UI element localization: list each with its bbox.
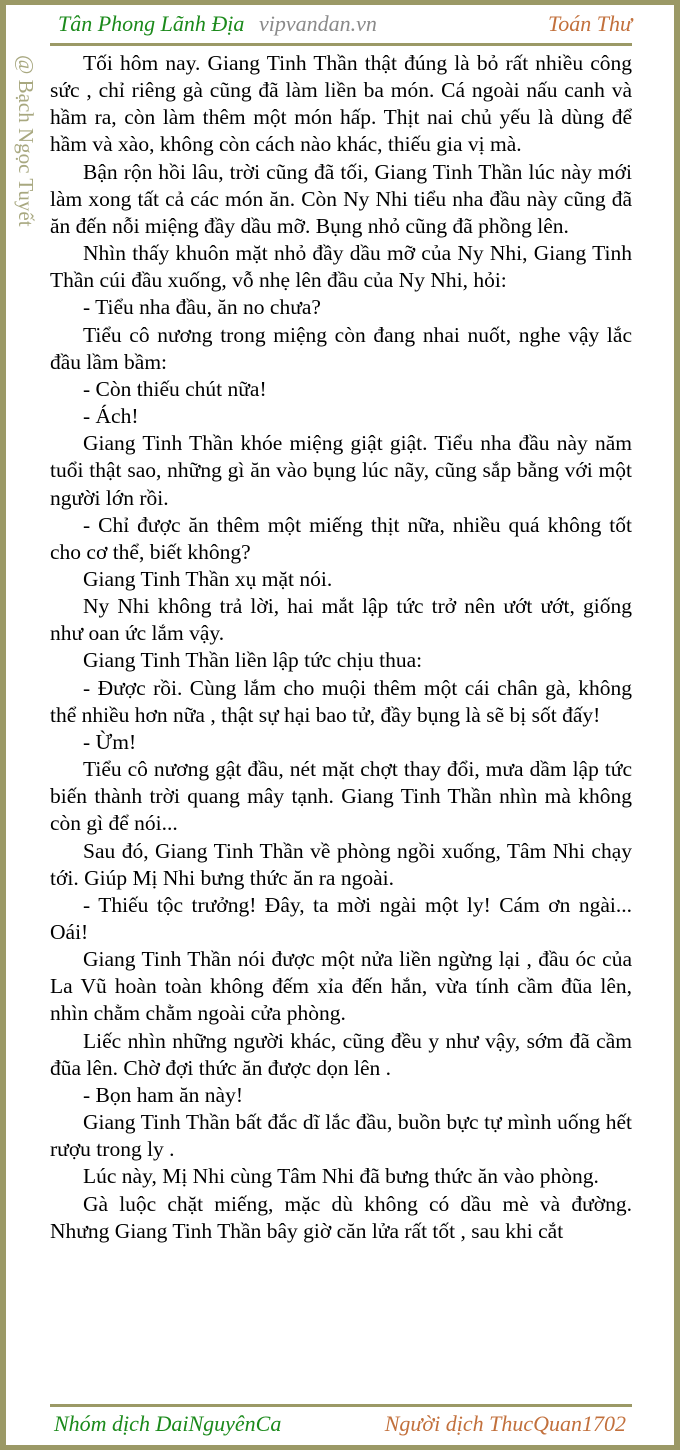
watermark [12,55,38,287]
paragraph: Giang Tinh Thần nói được một nửa liền ngừng lại , đầu óc của La Vũ hoàn toàn không đếm xỉa đến hắn, vừa tính cầm đũa lên, nhìn chằm chằm ngoài cửa phòng. [50,947,632,1026]
translation-group: Nhóm dịch DaiNguyênCa [54,1411,282,1436]
header-divider [50,43,632,46]
paragraph: Liếc nhìn những người khác, cũng đều y như vậy, sớm đã cầm đũa lên. Chờ đợi thức ăn được dọn lên . [50,1028,632,1080]
paragraph: - Bọn ham ăn này! [83,1082,244,1107]
paragraph: Giang Tinh Thần liền lập tức chịu thua: [83,648,423,673]
paragraph: - Tiểu nha đầu, ăn no chưa? [83,295,321,320]
watermark-text: @ Bạch Ngọc Tuyết [14,55,38,227]
paragraph: Lúc này, Mị Nhi cùng Tâm Nhi đã bưng thức ăn vào phòng. [83,1164,599,1189]
paragraph: Giang Tinh Thần khóe miệng giật giật. Tiểu nha đầu này năm tuổi thật sao, những gì ăn vào bụng lúc nãy, cũng sắp bằng với một người lớn rồi. [50,431,632,510]
paragraph: - Được rồi. Cùng lắm cho muội thêm một cái chân gà, không thể nhiều hơn nữa , thật sự hại bao tử, đầy bụng là sẽ bị sốt đấy! [50,675,632,727]
page [6,5,674,1445]
paragraph: Giang Tinh Thần xụ mặt nói. [83,566,333,591]
book-title: Tân Phong Lãnh Địa [58,11,245,36]
paragraph: Tiểu cô nương gật đầu, nét mặt chợt thay đổi, mưa dầm lập tức biến thành trời quang mây tạnh. Giang Tinh Thần nhìn mà không còn gì để nói... [50,757,632,836]
paragraph: Giang Tinh Thần bất đắc dĩ lắc đầu, buồn bực tự mình uống hết rượu trong ly . [50,1110,632,1162]
paragraph: - Chỉ được ăn thêm một miếng thịt nữa, nhiều quá không tốt cho cơ thể, biết không? [50,512,632,564]
paragraph: - Ừm! [83,729,137,754]
paragraph: - Còn thiếu chút nữa! [83,376,267,401]
footer-divider [50,1404,632,1407]
paragraph: Tiểu cô nương trong miệng còn đang nhai nuốt, nghe vậy lắc đầu lầm bầm: [50,322,632,374]
paragraph: Ny Nhi không trả lời, hai mắt lập tức trở nên ướt ướt, giống như oan ức lắm vậy. [50,594,632,646]
paragraph: - Thiếu tộc trưởng! Đây, ta mời ngài một ly! Cám ơn ngài... Oái! [50,892,632,944]
paragraph: Nhìn thấy khuôn mặt nhỏ đầy dầu mỡ của Ny Nhi, Giang Tinh Thần cúi đầu xuống, vỗ nhẹ lên đầu của Ny Nhi, hỏi: [50,241,632,293]
paragraph: - Ách! [83,404,139,429]
paragraph: Gà luộc chặt miếng, mặc dù không có dầu mè và đường. Nhưng Giang Tinh Thần bây giờ căn lửa rất tốt , sau khi cắt [50,1191,632,1243]
author-name: Toán Thư [548,11,632,36]
site-name: vipvandan.vn [259,11,377,36]
translator-name: Người dịch ThucQuan1702 [384,1411,626,1436]
page-footer [50,1408,632,1442]
paragraph: Tối hôm nay. Giang Tinh Thần thật đúng là bỏ rất nhiều công sức , chỉ riêng gà cũng đã làm liền ba món. Cá ngoài nấu canh và hầm ra, còn làm thêm một món hấp. Thịt nai chủ yếu là dùng để hầm và xào, không còn cách nào khác, thiếu gia vị mà. [50,51,632,157]
chapter-body [50,50,632,1245]
page-header [55,5,638,44]
paragraph: Bận rộn hồi lâu, trời cũng đã tối, Giang Tinh Thần lúc này mới làm xong tất cả các món ăn. Còn Ny Nhi tiểu nha đầu này cũng đã ăn đến nỗi miệng đầy dầu mỡ. Bụng nhỏ cũng đã phồng lên. [50,159,632,238]
paragraph: Sau đó, Giang Tinh Thần về phòng ngồi xuống, Tâm Nhi chạy tới. Giúp Mị Nhi bưng thức ăn ra ngoài. [50,838,632,890]
